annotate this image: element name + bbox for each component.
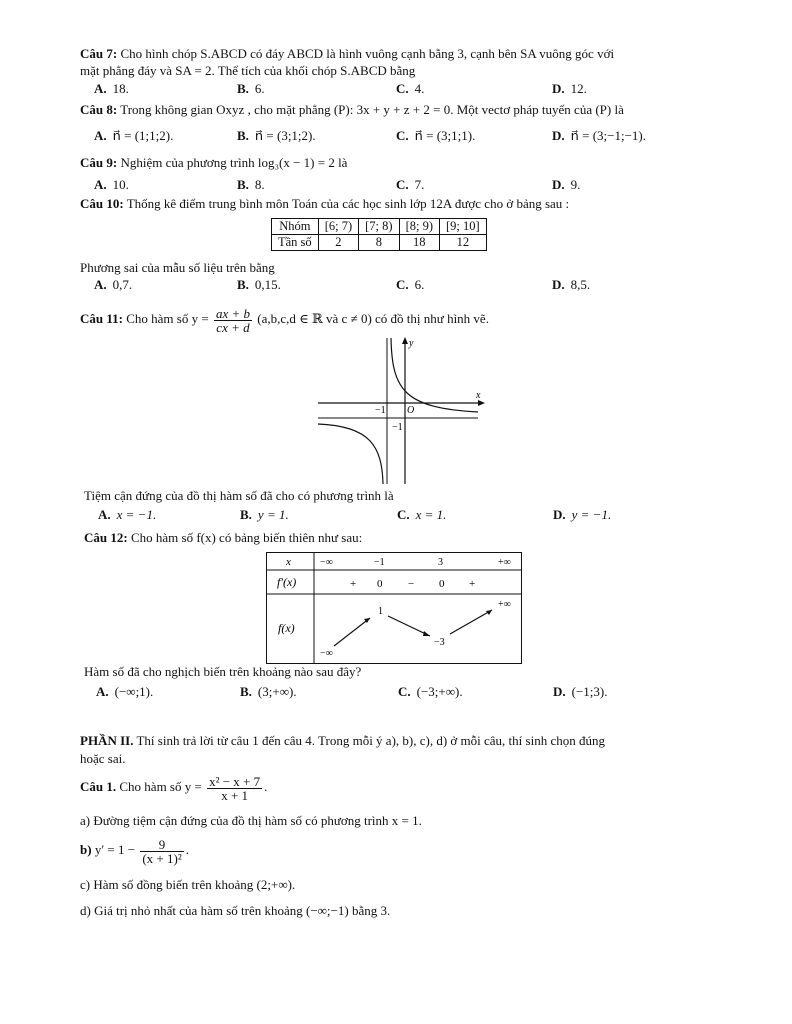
q10-option-c: C. 6.: [396, 277, 425, 292]
table-cell: Tần số: [272, 235, 319, 251]
vt-x-label: x: [286, 556, 291, 568]
q7-text: Cho hình chóp S.ABCD có đáy ABCD là hình vuông cạnh bằng 3, cạnh bên SA vuông góc với: [120, 46, 615, 61]
q8-option-b: B. n⃗ = (3;1;2).: [237, 128, 316, 143]
part2-heading: PHẦN II.: [80, 733, 134, 748]
q7-option-c: C. 4.: [396, 81, 425, 96]
p2q1-item-b: b) y′ = 1 − $\frac{9}{\text{(x + 1)²}}$ .: [80, 836, 189, 866]
q12-option-d: D. (−1;3).: [553, 684, 608, 699]
q11-fraction: [214, 307, 252, 334]
q11-graph: [300, 336, 490, 486]
graph-x-tick: −1: [375, 405, 386, 416]
q11-option-a: A. x = −1.: [98, 507, 157, 522]
q10-option-b: B. 0,15.: [237, 277, 281, 292]
vt-sign: +: [350, 578, 357, 590]
q11-option-d: D. y = −1.: [553, 507, 612, 522]
q11-option-c: C. x = 1.: [397, 507, 447, 522]
q7-line2: mặt phẳng đáy và SA = 2. Thể tích của khối chóp S.ABCD bằng: [80, 63, 416, 78]
q10-option-a: A. 0,7.: [94, 277, 133, 292]
p2q1-label: Câu 1.: [80, 779, 117, 794]
vt-sign: 0: [377, 578, 383, 590]
vt-f-right: +∞: [498, 599, 511, 610]
vt-fprime-label: f′(x): [277, 575, 297, 589]
vt-sign: −: [408, 578, 415, 590]
table-cell: Nhóm: [272, 219, 319, 235]
p2q1-frac-num: x² − x + 7: [209, 773, 261, 789]
q12-text: Cho hàm số f(x) có bảng biến thiên như sau:: [130, 530, 363, 545]
vt-f-label: f(x): [278, 621, 295, 635]
q8-label: Câu 8:: [80, 102, 118, 117]
q9-option-c: C. 7.: [396, 177, 425, 192]
vt-f-left: −∞: [320, 648, 333, 659]
q11-text-suffix: (a,b,c,d ∈ ℝ và c ≠ 0) có đồ thị như hình vẽ.: [257, 311, 489, 326]
graph-y-label: y: [409, 338, 414, 349]
vt-sign: 0: [439, 578, 445, 590]
arrow-up: [334, 618, 370, 646]
q8-text: Trong không gian Oxyz , cho mặt phẳng (P): 3x + y + z + 2 = 0. Một vectơ pháp tuyến của (P) là: [120, 102, 624, 117]
p2q1-line: Câu 1. Cho hàm số y = $\frac{\text{x² − x + 7}}{x + 1}$ .: [80, 773, 268, 803]
part2-text: Thí sinh trả lời từ câu 1 đến câu 4. Trong mỗi ý a), b), c), d) ở mỗi câu, thí sinh chọn đúng: [136, 733, 605, 748]
q9-text: Nghiệm của phương trình log₃(x − 1) = 2 là: [120, 155, 348, 170]
q10-line: [80, 196, 569, 212]
q9-line: [80, 155, 347, 171]
table-cell: [9; 10]: [440, 219, 487, 235]
table-row: [272, 235, 487, 251]
table-cell: 8: [359, 235, 399, 251]
q11-question: Tiệm cận đứng của đồ thị hàm số đã cho có phương trình là: [84, 488, 394, 503]
q10-frequency-table: [271, 218, 487, 251]
table-cell: [8; 9): [399, 219, 439, 235]
q12-option-a: A. (−∞;1).: [96, 684, 154, 699]
q10-text: Thống kê điểm trung bình môn Toán của các học sinh lớp 12A được cho ở bảng sau :: [126, 196, 570, 211]
q11-frac-num: ax + b: [215, 305, 250, 321]
table-cell: [7; 8): [359, 219, 399, 235]
q8-option-d: D. n⃗ = (3;−1;−1).: [552, 128, 647, 143]
vt-x-value: +∞: [498, 557, 511, 568]
part2-line1: [80, 733, 605, 749]
q12-variation-table: [266, 552, 522, 664]
graph-x-label: x: [476, 390, 481, 401]
p2q1-item-d: d) Giá trị nhỏ nhất của hàm số trên khoảng (−∞;−1) bằng 3.: [80, 903, 391, 918]
p2q1-frac-den: x + 1: [221, 787, 249, 803]
q7-line1: [80, 46, 614, 62]
q10-question: Phương sai của mẫu số liệu trên bằng: [80, 260, 275, 275]
q9-option-d: D. 9.: [552, 177, 581, 192]
table-cell: [6; 7): [318, 219, 358, 235]
p2q1-item-a: a) Đường tiệm cận đứng của đồ thị hàm số có phương trình x = 1.: [80, 813, 422, 828]
graph-branch-right: [391, 338, 478, 412]
q9-option-b: B. 8.: [237, 177, 265, 192]
graph-origin-label: O: [407, 405, 415, 416]
q9-option-a: A. 10.: [94, 177, 129, 192]
q7-option-a: A. 18.: [94, 81, 129, 96]
q12-line: [84, 530, 362, 546]
y-axis-arrow: [402, 337, 408, 344]
q7-label: Câu 7:: [80, 46, 118, 61]
vt-x-value: −∞: [320, 557, 333, 568]
q11-text-prefix: Cho hàm số y =: [126, 311, 209, 326]
vt-f-min: −3: [434, 637, 445, 648]
q11-frac-den: cx + d: [216, 319, 250, 335]
q11-line: [80, 302, 489, 336]
q11-option-b: B. y = 1.: [240, 507, 289, 522]
q12-option-b: B. (3;+∞).: [240, 684, 297, 699]
vt-x-value: 3: [438, 557, 443, 568]
p2q1-text-prefix: Cho hàm số y =: [119, 779, 202, 794]
q11-label: Câu 11:: [80, 311, 123, 326]
q9-label: Câu 9:: [80, 155, 118, 170]
vt-x-value: −1: [374, 557, 385, 568]
q10-option-d: D. 8,5.: [552, 277, 591, 292]
q8-option-a: A. n⃗ = (1;1;2).: [94, 128, 174, 143]
q10-label: Câu 10:: [80, 196, 124, 211]
q8-option-c: C. n⃗ = (3;1;1).: [396, 128, 476, 143]
table-cell: 18: [399, 235, 439, 251]
vt-sign: +: [469, 578, 476, 590]
q12-question: Hàm số đã cho nghịch biến trên khoảng nào sau đây?: [84, 664, 362, 679]
q12-label: Câu 12:: [84, 530, 128, 545]
table-cell: 2: [318, 235, 358, 251]
graph-branch-left: [318, 424, 383, 484]
table-cell: 12: [440, 235, 487, 251]
p2q1-item-c: c) Hàm số đồng biến trên khoảng (2;+∞).: [80, 877, 296, 892]
arrow-up: [450, 610, 492, 634]
table-row: [272, 219, 487, 235]
graph-y-tick: −1: [392, 422, 403, 433]
part2-line2: hoặc sai.: [80, 751, 126, 766]
p2q1-fraction: [207, 775, 262, 802]
vt-f-max: 1: [378, 606, 383, 617]
q8-line: [80, 102, 624, 118]
q7-option-d: D. 12.: [552, 81, 587, 96]
q12-option-c: C. (−3;+∞).: [398, 684, 463, 699]
q7-option-b: B. 6.: [237, 81, 265, 96]
